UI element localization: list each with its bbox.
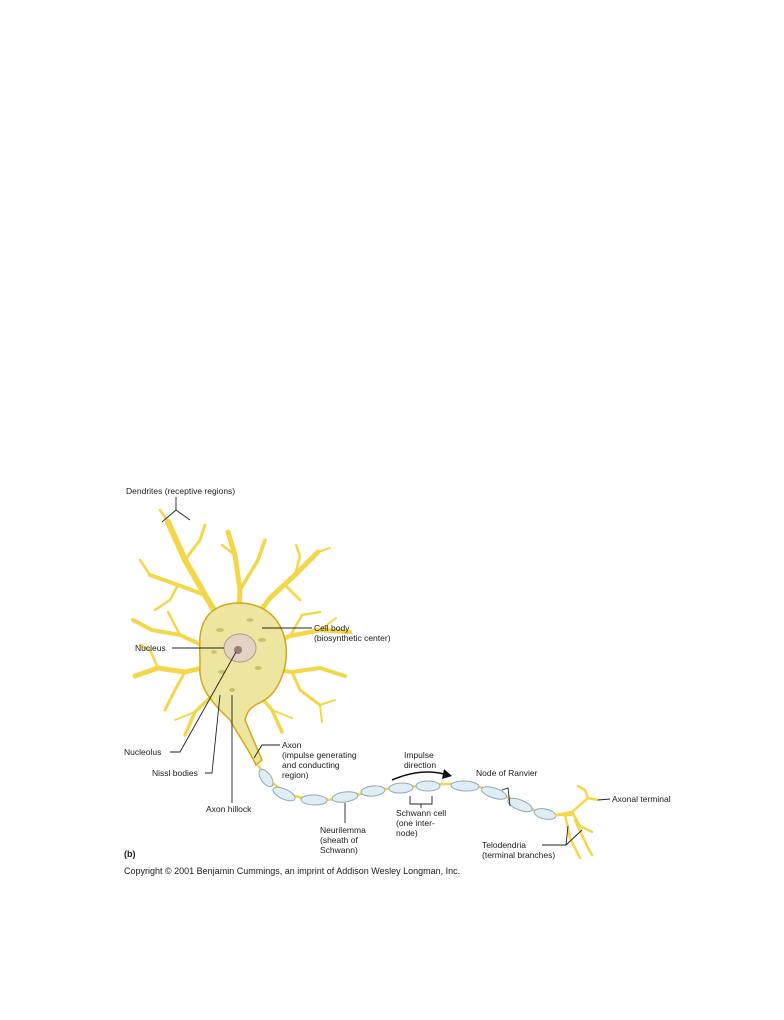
copyright-notice: Copyright © 2001 Benjamin Cummings, an imprint of Addison Wesley Longman, Inc. <box>124 866 461 876</box>
label-schwann-cell: Schwann cell (one inter- node) <box>396 808 447 838</box>
label-axon-hillock: Axon hillock <box>206 804 252 814</box>
label-impulse-direction: Impulse direction <box>404 750 437 770</box>
label-nissl-bodies: Nissl bodies <box>152 768 198 778</box>
impulse-arrow-head <box>442 769 452 779</box>
telodendria <box>556 786 598 858</box>
label-axon: Axon (impulse generating and conducting region) <box>282 740 357 780</box>
panel-label: (b) <box>124 849 136 859</box>
label-dendrites: Dendrites (receptive regions) <box>126 486 236 496</box>
cell-body-shape <box>200 603 287 765</box>
label-cell-body: Cell body (biosynthetic center) <box>314 623 391 643</box>
label-axonal-terminal: Axonal terminal <box>612 794 671 804</box>
label-nucleolus: Nucleolus <box>124 747 162 757</box>
label-node-of-ranvier: Node of Ranvier <box>476 768 538 778</box>
label-telodendria: Telodendria (terminal branches) <box>482 840 556 860</box>
label-nucleus: Nucleus <box>135 643 166 653</box>
label-neurilemma: Neurilemma (sheath of Schwann) <box>320 825 366 855</box>
impulse-direction-arrow <box>392 772 444 780</box>
